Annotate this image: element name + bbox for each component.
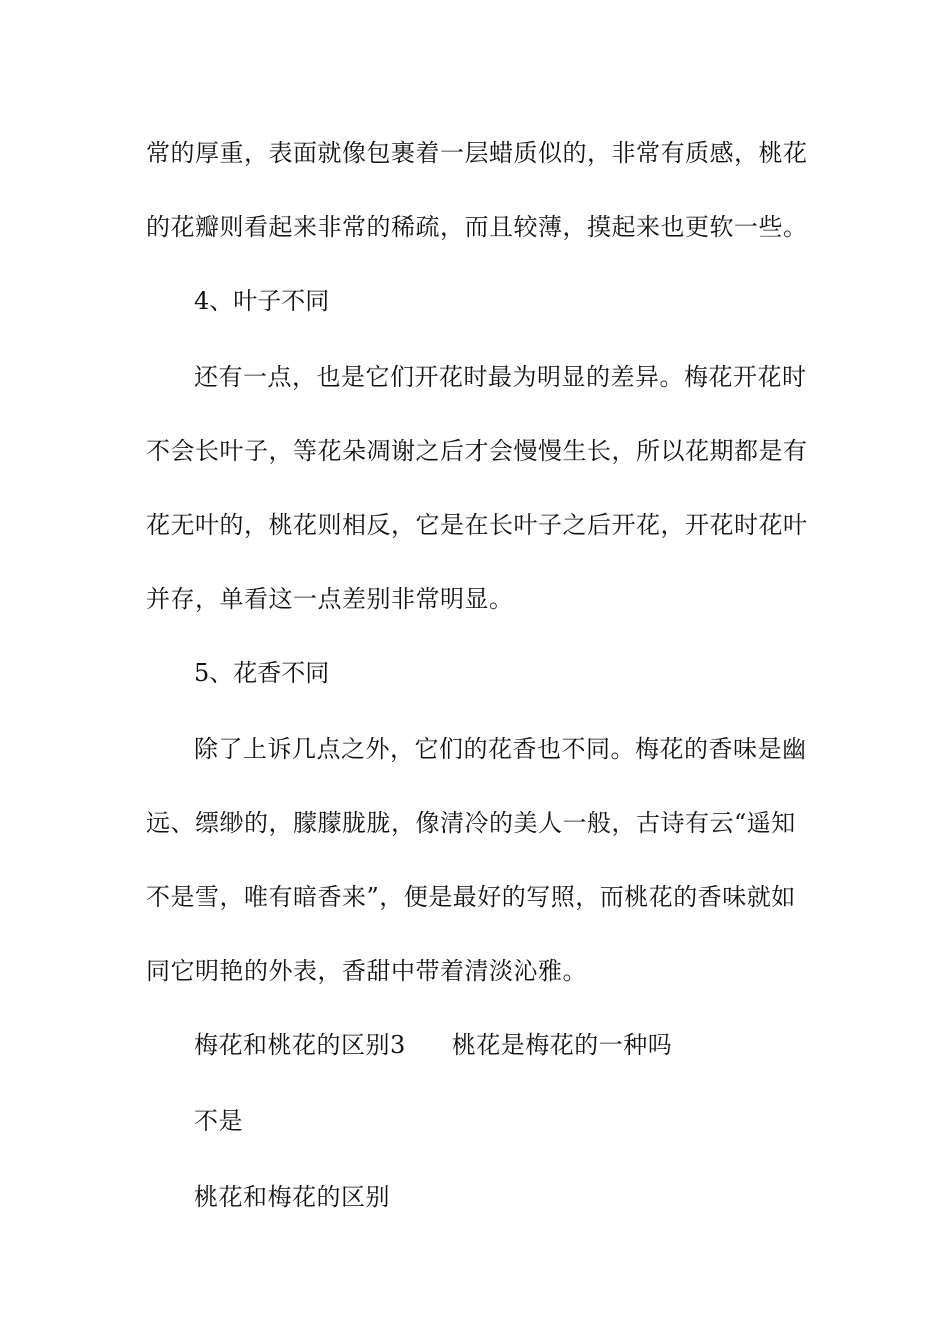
paragraph-line: 不是雪，唯有暗香来”，便是最好的写照，而桃花的香味就如: [146, 883, 796, 911]
paragraph-line: 不会长叶子，等花朵凋谢之后才会慢慢生长，所以花期都是有: [146, 437, 808, 465]
section-heading-leaves: 4、叶子不同: [194, 287, 330, 315]
answer-text: 不是: [194, 1107, 243, 1135]
paragraph-line: 常的厚重，表面就像包裹着一层蜡质似的，非常有质感，桃花: [146, 139, 808, 167]
paragraph-line: 花无叶的，桃花则相反，它是在长叶子之后开花，开花时花叶: [146, 511, 808, 539]
paragraph-line: 的花瓣则看起来非常的稀疏，而且较薄，摸起来也更软一些。: [146, 213, 808, 241]
paragraph-line: 并存，单看这一点差别非常明显。: [146, 585, 514, 613]
paragraph-line: 还有一点，也是它们开花时最为明显的差异。梅花开花时: [194, 363, 807, 391]
paragraph-line: 远、缥缈的，朦朦胧胧，像清冷的美人一般，古诗有云“遥知: [146, 809, 796, 837]
paragraph-line: 除了上诉几点之外，它们的花香也不同。梅花的香味是幽: [194, 735, 807, 763]
section-title-row: [194, 1030, 864, 1060]
section-heading-fragrance: 5、花香不同: [194, 659, 330, 687]
section-title-right: 桃花是梅花的一种吗: [451, 1031, 673, 1059]
paragraph-line: 同它明艳的外表，香甜中带着清淡沁雅。: [146, 957, 587, 985]
subheading-text: 桃花和梅花的区别: [194, 1183, 390, 1211]
section-title-left: 梅花和桃花的区别3: [194, 1031, 406, 1059]
